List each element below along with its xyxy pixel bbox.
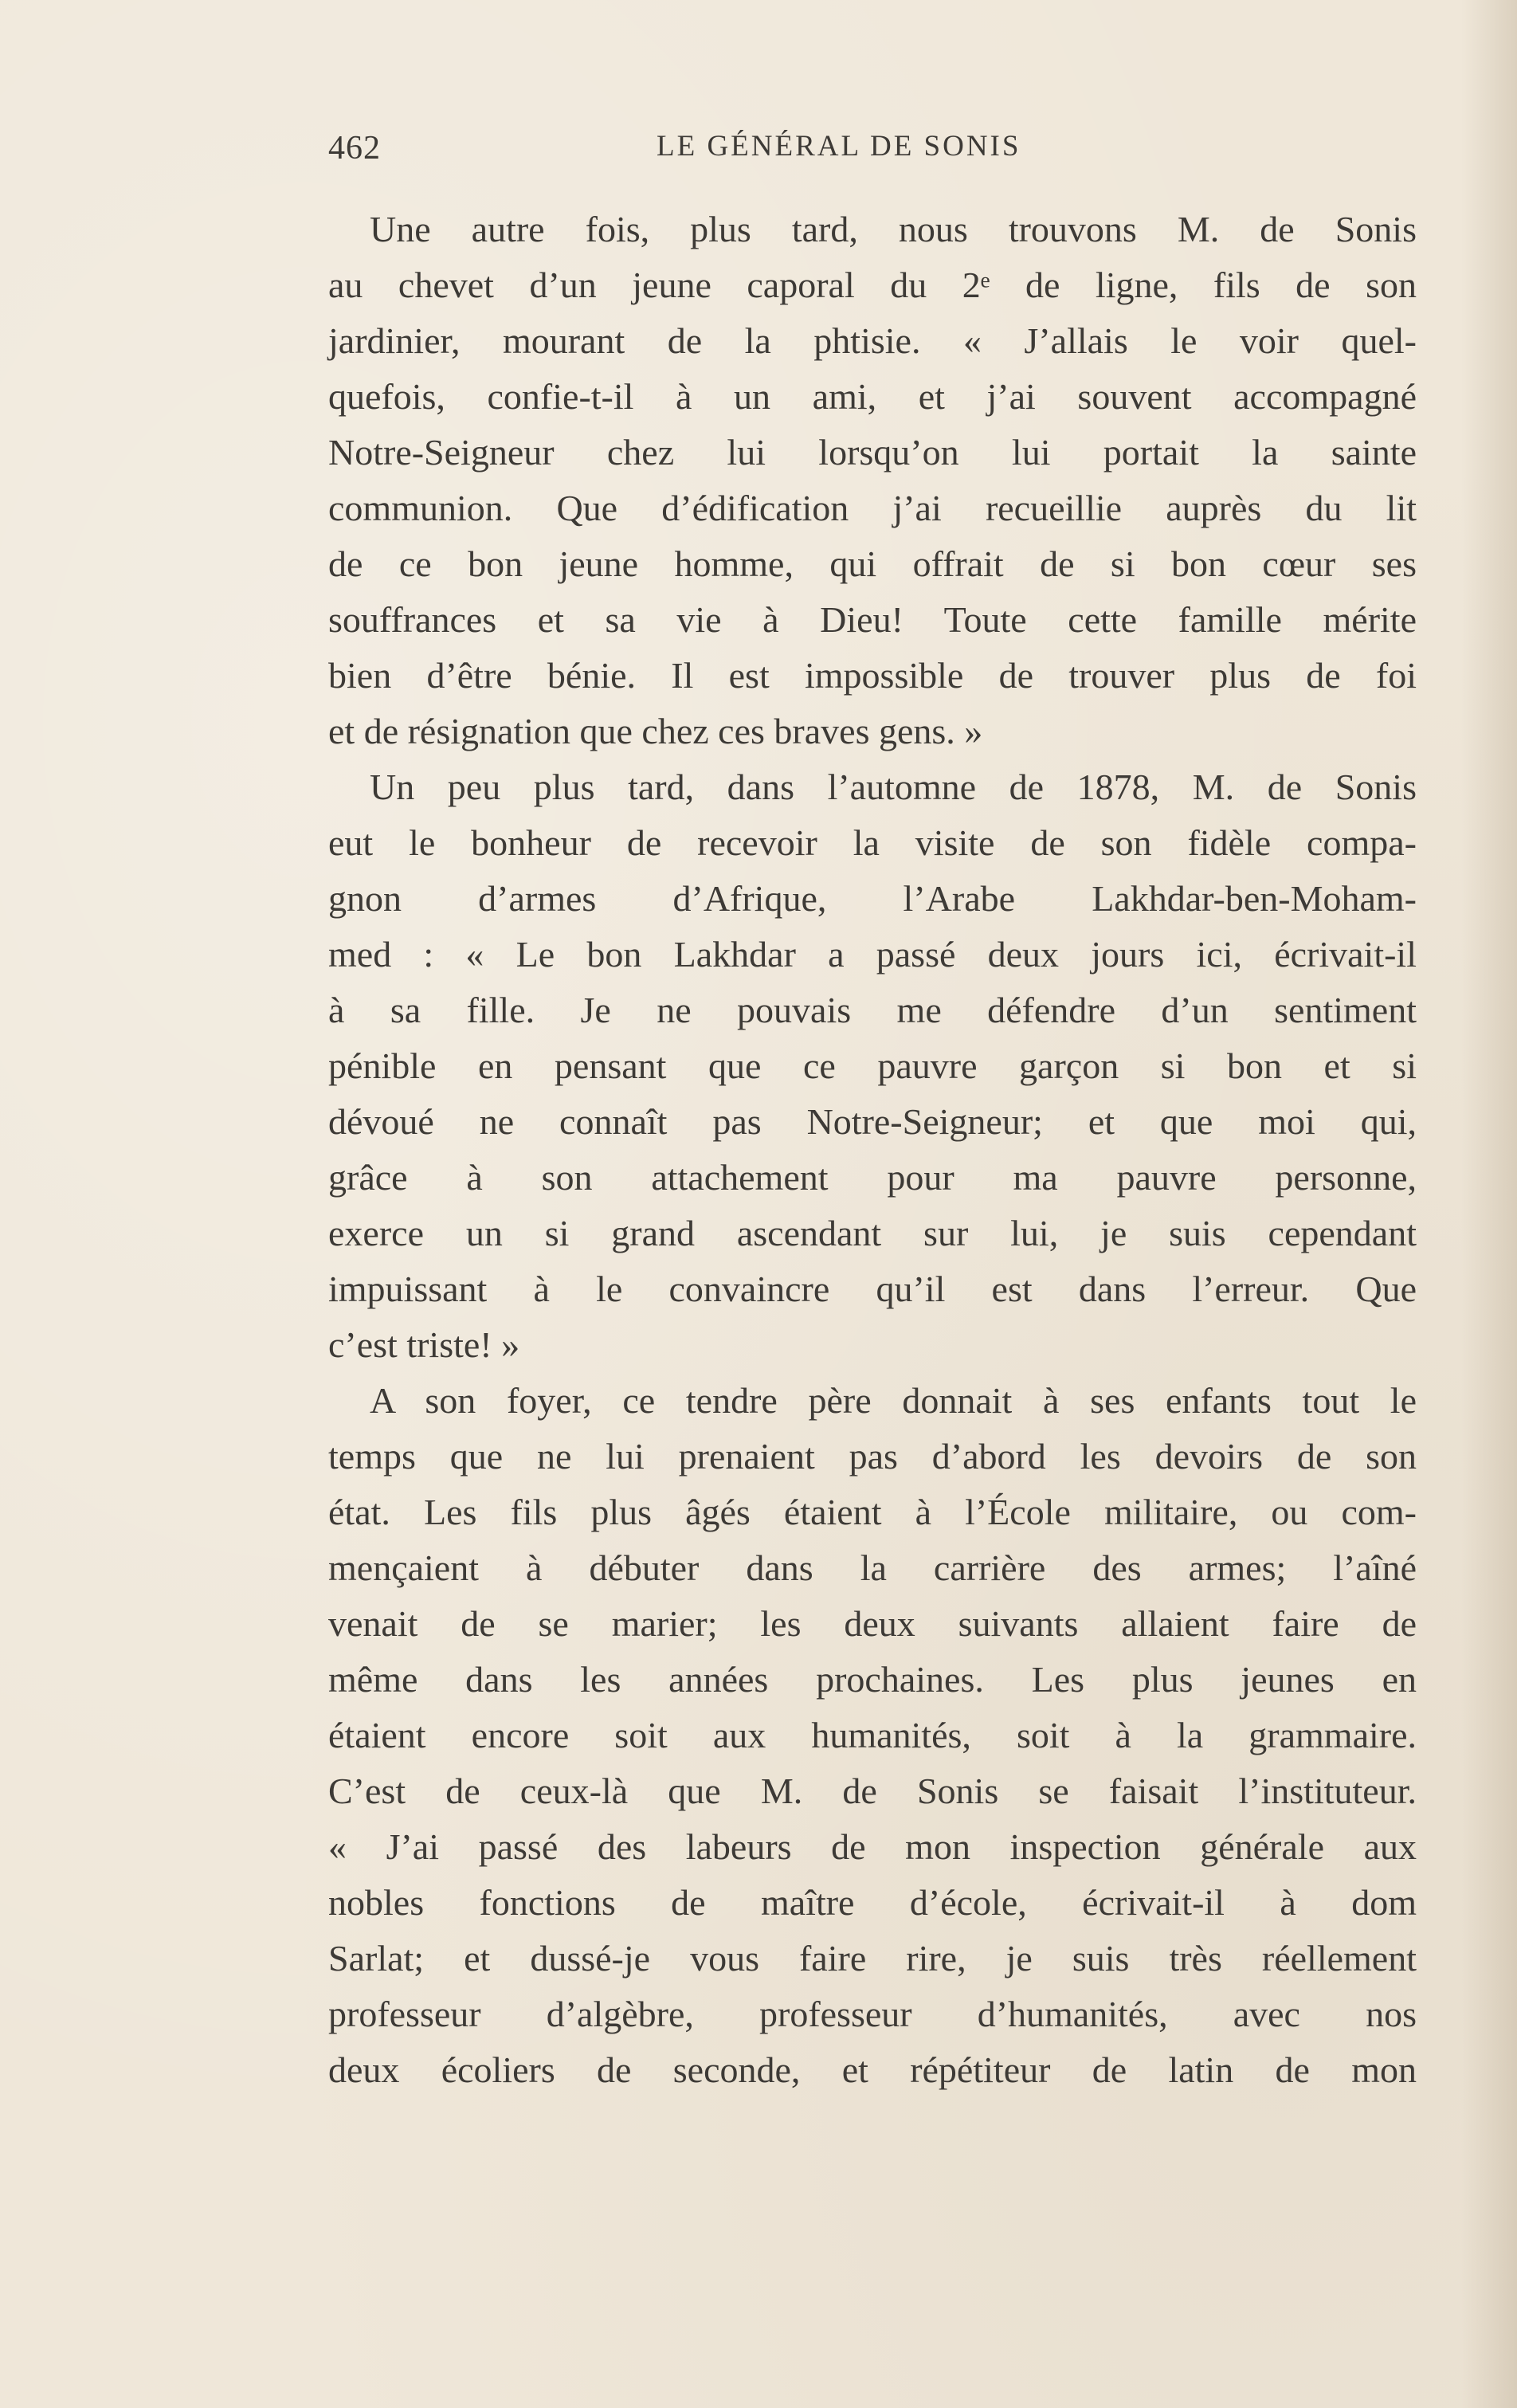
text-line: bien d’être bénie. Il est impossible de trouver plus de foi [328, 655, 1417, 696]
text-line: deux écoliers de seconde, et répétiteur de latin de mon [328, 2049, 1417, 2090]
text-line: communion. Que d’édification j’ai recueillie auprès du lit [328, 488, 1417, 528]
text-line: impuissant à le convaincre qu’il est dans l’erreur. Que [328, 1269, 1417, 1309]
text-line: « J’ai passé des labeurs de mon inspection générale aux [328, 1826, 1417, 1867]
text-line: état. Les fils plus âgés étaient à l’École militaire, ou com- [328, 1492, 1417, 1532]
page-number: 462 [328, 130, 381, 167]
text-line: Une autre fois, plus tard, nous trouvons M. de Sonis [370, 209, 1417, 249]
page-edge-shadow [1461, 0, 1517, 2408]
text-line: au chevet d’un jeune caporal du 2ᵉ de ligne, fils de son [328, 265, 1417, 305]
running-head [328, 129, 1417, 177]
text-line: de ce bon jeune homme, qui offrait de si bon cœur ses [328, 543, 1417, 584]
text-line: quefois, confie-t-il à un ami, et j’ai souvent accompagné [328, 376, 1417, 417]
text-line: venait de se marier; les deux suivants allaient faire de [328, 1603, 1417, 1644]
text-line: Notre-Seigneur chez lui lorsqu’on lui portait la sainte [328, 432, 1417, 473]
text-line: temps que ne lui prenaient pas d’abord les devoirs de son [328, 1436, 1417, 1477]
text-line: exerce un si grand ascendant sur lui, je suis cependant [328, 1213, 1417, 1253]
text-line: med : « Le bon Lakhdar a passé deux jours ici, écrivait-il [328, 934, 1417, 975]
text-line: jardinier, mourant de la phtisie. « J’allais le voir quel- [328, 320, 1417, 361]
text-line: c’est triste! » [328, 1324, 520, 1365]
text-line: dévoué ne connaît pas Notre-Seigneur; et que moi qui, [328, 1101, 1417, 1142]
text-line: même dans les années prochaines. Les plus jeunes en [328, 1659, 1417, 1700]
body-text [328, 202, 1417, 2098]
text-line: mençaient à débuter dans la carrière des armes; l’aîné [328, 1547, 1417, 1588]
text-line: C’est de ceux-là que M. de Sonis se faisait l’instituteur. [328, 1771, 1417, 1811]
text-line: A son foyer, ce tendre père donnait à ses enfants tout le [370, 1380, 1417, 1421]
text-line: grâce à son attachement pour ma pauvre personne, [328, 1157, 1417, 1198]
running-title: LE GÉNÉRAL DE SONIS [657, 130, 1021, 163]
text-line: pénible en pensant que ce pauvre garçon si bon et si [328, 1045, 1417, 1086]
text-line: et de résignation que chez ces braves gens. » [328, 711, 983, 751]
text-line: nobles fonctions de maître d’école, écrivait-il à dom [328, 1882, 1417, 1923]
text-line: professeur d’algèbre, professeur d’humanités, avec nos [328, 1994, 1417, 2034]
text-line: souffrances et sa vie à Dieu! Toute cette famille mérite [328, 599, 1417, 640]
text-line: eut le bonheur de recevoir la visite de son fidèle compa- [328, 822, 1417, 863]
text-line: à sa fille. Je ne pouvais me défendre d’un sentiment [328, 990, 1417, 1030]
text-line: Sarlat; et dussé-je vous faire rire, je suis très réellement [328, 1938, 1417, 1979]
text-line: étaient encore soit aux humanités, soit à la grammaire. [328, 1715, 1417, 1755]
text-line: gnon d’armes d’Afrique, l’Arabe Lakhdar-ben-Moham- [328, 878, 1417, 919]
text-line: Un peu plus tard, dans l’automne de 1878, M. de Sonis [370, 767, 1417, 807]
